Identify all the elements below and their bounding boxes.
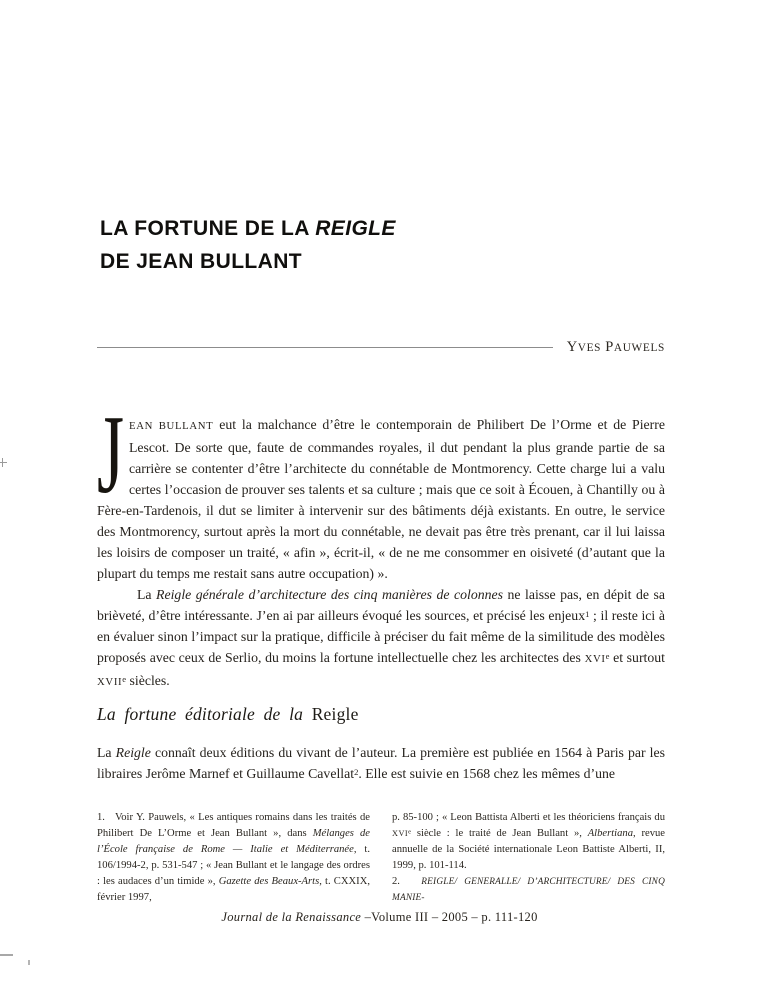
crop-mark-tick [28,960,30,965]
article-title-line1: LA FORTUNE DE LA REIGLE [100,217,396,240]
article-body [97,393,666,693]
footnote-1: 1. Voir Y. Pauwels, « Les antiques romains dans les traités de Philibert De L’Orme et Jean Bullant », dans Mélanges de l’École française de Rome — Italie et Méditerranée, t. 106/1994-2, p. 531-547 ; « Jean Bullant et le langage des ordres : les audaces d’un timide », Gazette des Beaux-Arts, t. CXXIX, février 1997, [97,812,371,903]
author-name: YVES PAUWELS [566,339,665,355]
footnotes [97,810,665,906]
footnote-1-continued: p. 85-100 ; « Leon Battista Alberti et les théoriciens français du XVIe siècle : le traité de Jean Bullant », Albertiana, revue annuelle de la Société internationale Leon Battiste Alberti, II, 1999, p. 101-114. [392,812,666,871]
registration-mark-vertical [2,458,3,467]
paragraph-3: La Reigle connaît deux éditions du vivant de l’auteur. La première est publiée en 1564 à Paris par les libraires Jerôme Marnef et Guillaume Cavellat$^2$. Elle est suivie en 1568 chez les mêmes d’une [97,745,665,781]
paragraph-2: La Reigle générale d’architecture des cinq manières de colonnes ne laisse pas, en dépit de sa brièveté, d’être intéressante. J’en ai par ailleurs évoqué les sources, et précisé les enjeux$^1$ ; il reste ici à en évaluer sinon l’impact sur la pratique, difficile à préciser du fait même de la similitude des modèles proposés avec ceux de Serlio, du moins la fortune intellectuelle chez les architectes des XVIe et surtout XVIIe siècles. [97,587,666,688]
crop-mark-dash [0,954,13,956]
paragraph-1 [97,393,665,584]
footnote-column-right [392,810,665,906]
section-heading: La fortune éditoriale de la Reigle [97,704,359,724]
author-rule [97,347,553,348]
journal-footer: Journal de la Renaissance –Volume III – 2005 – p. 111-120 [221,910,538,924]
footnote-2: 2. REIGLE/ GENERALLE/ D’ARCHITECTURE/ DES CINQ MANIE- [392,876,665,903]
article-title-line2: DE JEAN BULLANT [100,250,303,273]
dropcap-letter: J [97,393,125,517]
article-title [100,212,396,278]
author-row [97,339,665,356]
footnote-column-left [97,810,370,906]
paragraph-1-text: EAN BULLANT eut la malchance d’être le contemporain de Philibert De l’Orme et de Pierre Lescot. De sorte que, faute de commandes royales, il dut pendant la plus grande partie de sa carrière se contenter d’être l’architecte du connétable de Montmorency. Cette charge lui a valu certes l’occasion de prouver ses talents et sa culture ; mais que ce soit à Écouen, à Chantilly ou à Fère-en-Tardenois, il dut se limiter à intervenir sur des bâtiments déjà existants. En outre, le service des Montmorency, surtout après la mort du connétable, ne devait pas être très prenant, car il lui laissa les loisirs de composer un traité, « afin », écrit-il, « de ne me consommer en oisiveté (d’autant que la plupart du temps me restait sans autre occupation) ». [97,417,665,581]
